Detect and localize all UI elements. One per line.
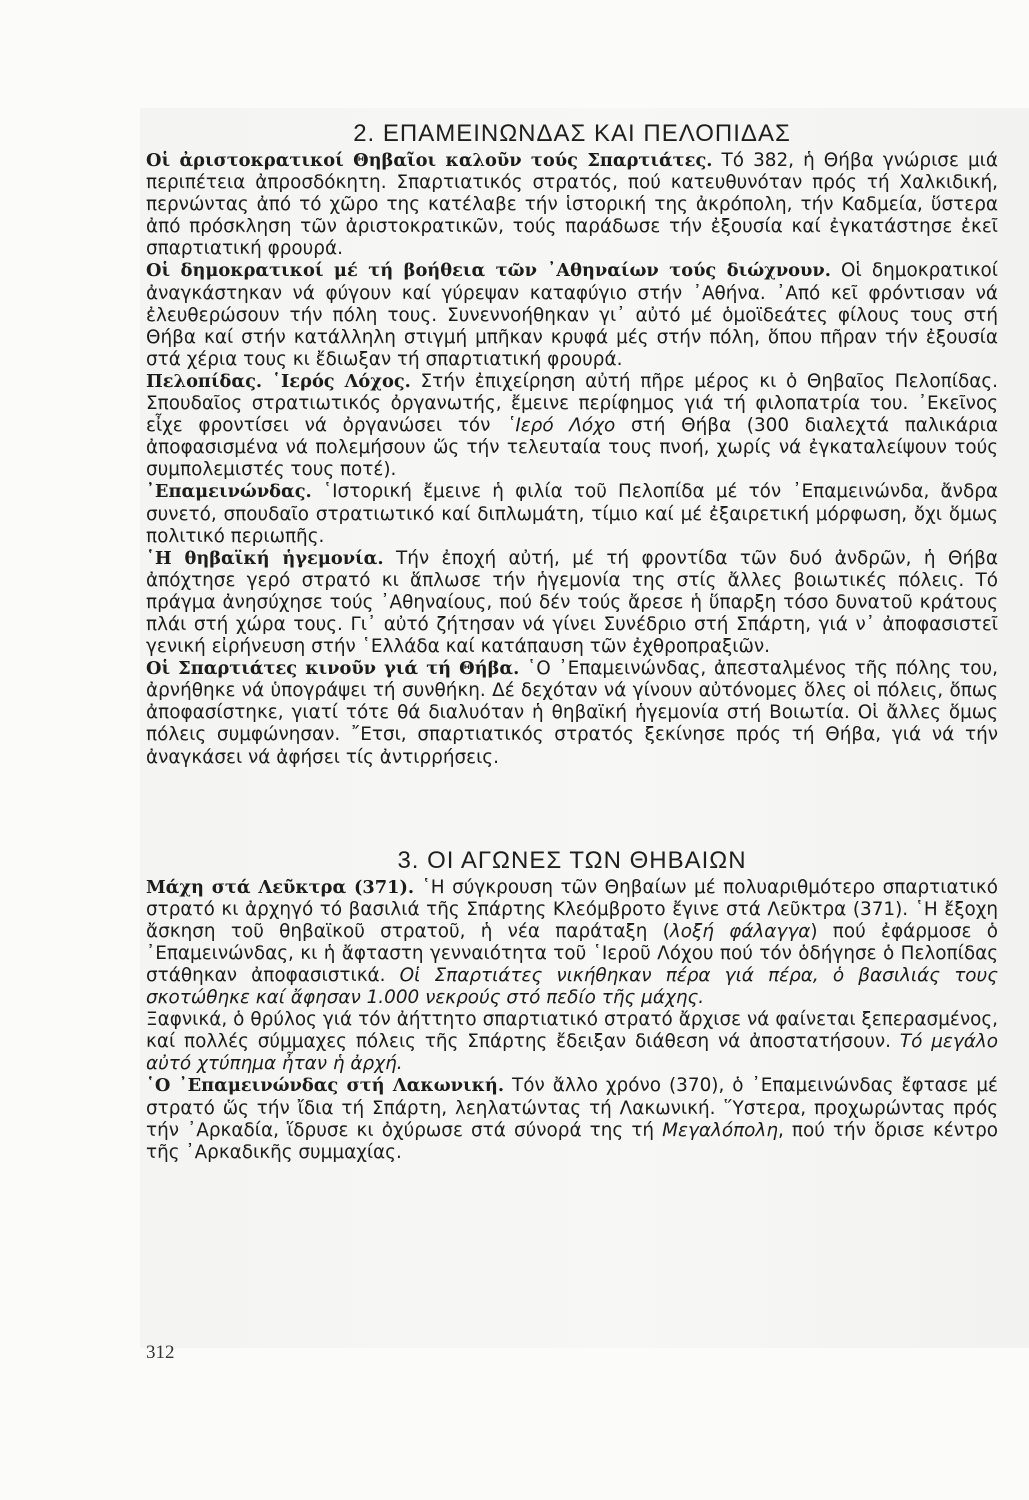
paragraph-lead: Οἱ ἀριστοκρατικοί Θηβαῖοι καλοῦν τούς Σπαρτιάτες. xyxy=(146,150,713,171)
paragraph-text: Τήν ἐποχή αὐτή, μέ τή φροντίδα τῶν δυό ἀνδρῶν, ἡ Θήβα ἀπόχτησε γερό στρατό κι ἅπλωσε τήν ἡγεμονία της στίς ἄλλες βοιωτικές πόλεις. Τό πράγμα ἀνησύχησε τούς ᾿Αθηναίους, πού δέν τούς ἄρεσε ἡ ὕπαρξη τόσο δυνατοῦ κράτους πλάι στή χώρα τους. Γι᾿ αὐτό ζήτησαν νά γίνει Συνέδριο στή Σπάρτη, γιά ν᾿ ἀποφασιστεῖ γενική εἰρήνευση στήν ῾Ελλάδα καί κατάπαυση τῶν ἐχθροπραξιῶν. xyxy=(146,547,998,658)
paragraph-laconia xyxy=(146,1075,998,1163)
paragraph-epaminondas xyxy=(146,481,998,547)
paragraph-text: ) πού ἐφάρμοσε ὁ ᾿Επαμεινώνδας, κι ἡ ἄφταστη γενναιότητα τοῦ ῾Ιεροῦ Λόχου πού τόν ὁδήγησε ὁ Πελοπίδας στάθηκαν ἀποφασιστικά. xyxy=(146,920,998,986)
paragraph-lead: ῾Η θηβαϊκή ἡγεμονία. xyxy=(146,547,384,569)
section-title-epaminondas-pelopidas: 2. ΕΠΑΜΕΙΝΩΝΔΑΣ ΚΑΙ ΠΕΛΟΠΙΔΑΣ xyxy=(353,120,791,147)
paragraph-italic-term: ῾Ιερό Λόχο xyxy=(506,415,616,437)
text-column xyxy=(146,118,998,1164)
paragraph-italic-sentence: Τό μεγάλο αὐτό χτύπημα ἦταν ἡ ἀρχή. xyxy=(146,1031,998,1075)
paragraph-lead: Οἱ δημοκρατικοί μέ τή βοήθεια τῶν ᾿Αθηναίων τούς διώχνουν. xyxy=(146,260,831,282)
paragraph-spartans-march xyxy=(146,658,998,768)
paragraph-italic-term: Μεγαλόπολη xyxy=(662,1119,778,1141)
paragraph-theban-hegemony xyxy=(146,548,998,658)
paragraph-text: ῾Η σύγκρουση τῶν Θηβαίων μέ πολυαριθμότερο σπαρτιατικό στρατό κι ἀρχηγό τό βασιλιά τῆς Σπάρτης Κλεόμβροτο ἔγινε στά Λεῦκτρα (371). ῾Η ἔξοχη ἄσκηση τοῦ θηβαϊκοῦ στρατοῦ, ἡ νέα παράταξη ( xyxy=(146,876,998,942)
paragraph-text: ῾Ιστορική ἔμεινε ἡ φιλία τοῦ Πελοπίδα μέ τόν ᾿Επαμεινώνδα, ἄνδρα συνετό, σπουδαῖο στρατιωτικό καί διπλωμάτη, τίμιο καί μέ ἐξαιρετική μόρφωση, ὄχι ὅμως πολιτικό περιωπῆς. xyxy=(146,481,998,547)
paragraph-lead: Μάχη στά Λεῦκτρα (371). xyxy=(146,876,415,898)
paragraph-text: Ξαφνικά, ὁ θρύλος γιά τόν ἀήττητο σπαρτιατικό στρατό ἄρχισε νά φαίνεται ξεπερασμένος, καί πολλές σύμμαχες πόλεις τῆς Σπάρτης ἔδειξαν διάθεση νά ἀποστατήσουν. xyxy=(146,1009,998,1053)
paragraph-lead: ᾿Επαμεινώνδας. xyxy=(146,481,312,503)
paragraph-democrats xyxy=(146,260,998,370)
paragraph-italic-term: λοξή φάλαγγα xyxy=(669,920,811,942)
paragraph-text: Τόν ἄλλο χρόνο (370), ὁ ᾿Επαμεινώνδας ἔφτασε μέ στρατό ὥς τήν ἴδια τή Σπάρτη, λεηλατώντας τή Λακωνική. ῞Υστερα, προχωρώντας πρός τήν ᾿Αρκαδία, ἵδρυσε κι ὀχύρωσε στά σύνορά της τή xyxy=(146,1075,998,1141)
paragraph-italic-sentence: Οἱ Σπαρτιάτες νικήθηκαν πέρα γιά πέρα, ὁ βασιλιάς τους σκοτώθηκε καί ἄφησαν 1.000 νεκρούς στό πεδίο τῆς μάχης. xyxy=(146,965,998,1009)
paragraph-text: Τό 382, ἡ Θήβα γνώρισε μιά περιπέτεια ἀπροσδόκητη. Σπαρτιατικός στρατός, πού κατευθυνόταν πρός τή Χαλκιδική, περνώντας ἀπό τό χῶρο της κατέλαβε τήν ἱστορική της ἀκρόπολη, τήν Καδμεία, ὕστερα ἀπό πρόσκληση τῶν ἀριστοκρατικῶν, τούς παράδωσε τήν ἐξουσία καί ἐγκατάστησε ἐκεῖ σπαρτιατική φρουρά. xyxy=(146,150,998,260)
paragraph-aristocrats xyxy=(146,150,998,260)
paragraph-text: Στήν ἐπιχείρηση αὐτή πῆρε μέρος κι ὁ Θηβαῖος Πελοπίδας. Σπουδαῖος στρατιωτικός ὀργανωτής, ἔμεινε περίφημος γιά τή φιλοπατρία του. ᾿Εκεῖνος εἶχε φροντίσει νά ὀργανώσει τόν xyxy=(146,370,998,437)
paragraph-text: ῾Ο ᾿Επαμεινώνδας, ἀπεσταλμένος τῆς πόλης του, ἀρνήθηκε νά ὑπογράψει τή συνθήκη. Δέ δεχόταν νά γίνουν αὐτόνομες ὅλες οἱ πόλεις, ὅπως ἀποφασίστηκε, γιατί τότε θά διαλυόταν ἡ θηβαϊκή ἡγεμονία στή Βοιωτία. Οἱ ἄλλες ὅμως πόλεις συμφώνησαν. ῎Ετσι, σπαρτιατικός στρατός ξεκίνησε πρός τή Θήβα, γιά νά τήν ἀναγκάσει νά ἀφήσει τίς ἀντιρρήσεις. xyxy=(146,658,998,768)
paragraph-text: , πού τήν ὅρισε κέντρο τῆς ᾿Αρκαδικῆς συμμαχίας. xyxy=(146,1119,998,1163)
page-number: 312 xyxy=(146,1342,175,1363)
paragraph-lead: Πελοπίδας. ῾Ιερός Λόχος. xyxy=(146,370,411,392)
paragraph-legend-broken xyxy=(146,1009,998,1075)
paragraph-lead: ῾Ο ᾿Επαμεινώνδας στή Λακωνική. xyxy=(146,1075,505,1097)
section-title-theban-struggles: 3. ΟΙ ΑΓΩΝΕΣ ΤΩΝ ΘΗΒΑΙΩΝ xyxy=(397,846,747,874)
paragraph-lead: Οἱ Σπαρτιάτες κινοῦν γιά τή Θήβα. xyxy=(146,658,520,680)
paragraph-pelopidas xyxy=(146,371,998,481)
paragraph-leuctra xyxy=(146,877,998,1010)
paragraph-text: Οἱ δημοκρατικοί ἀναγκάστηκαν νά φύγουν καί γύρεψαν καταφύγιο στήν ᾿Αθήνα. ᾿Από κεῖ φρόντισαν νά ἐλευθερώσουν τήν πόλη τους. Συνεννοήθηκαν γι᾿ αὐτό μέ ὁμοϊδεάτες φίλους τους στή Θήβα καί στήν κατάλληλη στιγμή μπῆκαν κρυφά μές στήν πόλη, ὅπου πῆραν τήν ἐξουσία στά χέρια τους κι ἔδιωξαν τή σπαρτιατική φρουρά. xyxy=(146,260,999,370)
paragraph-text: στή Θήβα (300 διαλεχτά παλικάρια ἀποφασισμένα νά πολεμήσουν ὥς τήν τελευταία τους πνοή, χωρίς νά ἐγκαταλείψουν τούς συμπολεμιστές τους ποτέ). xyxy=(146,415,998,481)
